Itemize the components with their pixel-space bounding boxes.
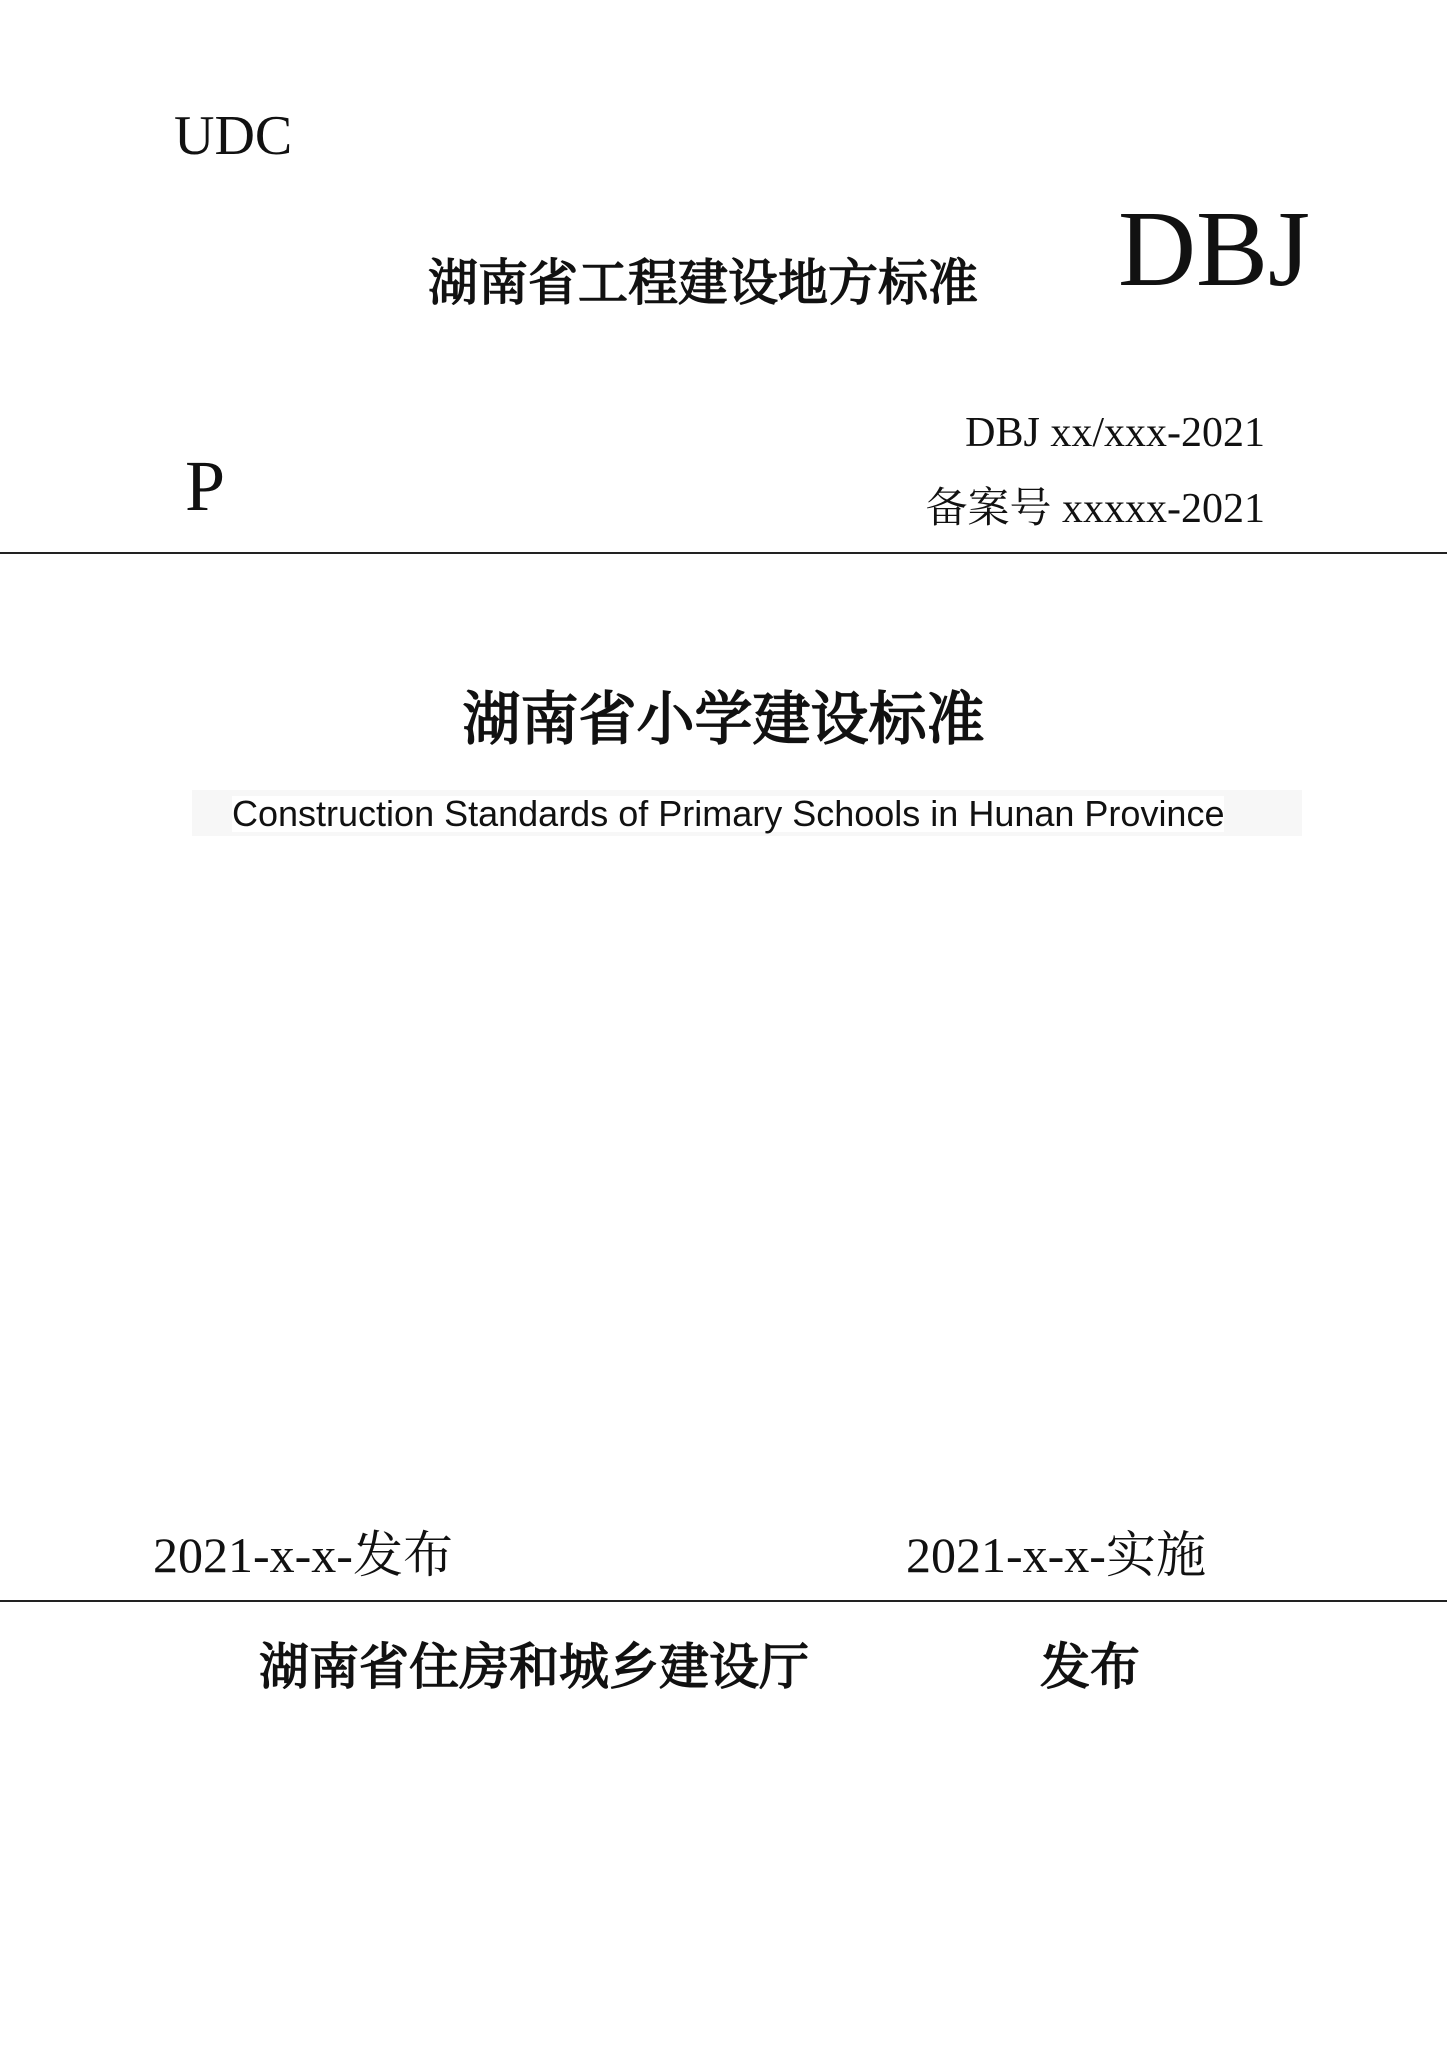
document-title-en: Construction Standards of Primary Schools in Hunan Province	[232, 793, 1225, 834]
issuing-authority: 湖南省住房和城乡建设厅	[259, 1638, 809, 1696]
document-title-zh: 湖南省小学建设标准	[462, 685, 985, 753]
category-label: P	[185, 446, 226, 526]
issue-date: 2021-x-x-发布	[153, 1527, 453, 1583]
local-standard-heading: 湖南省工程建设地方标准	[428, 254, 978, 312]
dbj-mark: DBJ	[1118, 190, 1311, 309]
publish-label: 发布	[1040, 1638, 1140, 1696]
standard-number: DBJ xx/xxx-2021	[965, 410, 1265, 456]
record-number: 备案号 xxxxx-2021	[925, 486, 1265, 532]
udc-label: UDC	[174, 105, 293, 167]
effective-date: 2021-x-x-实施	[906, 1527, 1206, 1583]
top-divider	[0, 552, 1447, 554]
bottom-divider	[0, 1600, 1447, 1602]
